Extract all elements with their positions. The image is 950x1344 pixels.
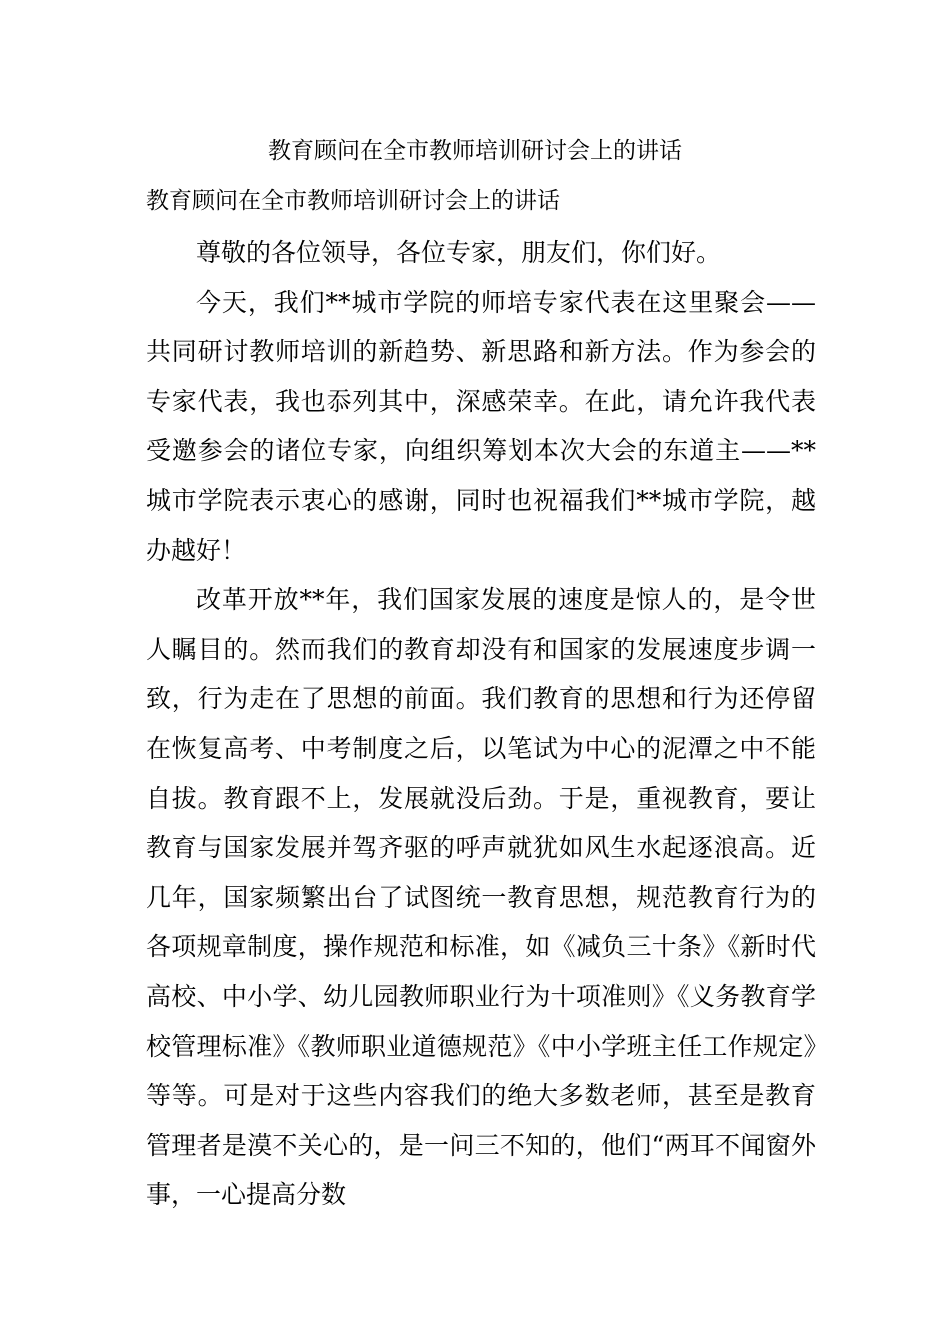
paragraph-greeting: 尊敬的各位领导，各位专家，朋友们，你们好。 [196,238,722,267]
paragraph-reform: 改革开放**年，我们国家发展的速度是惊人的，是令世人瞩目的。然而我们的教育却没有和国家的发展速度步调一致，行为走在了思想的前面。我们教育的思想和行为还停留在恢复高考、中考制度之后，以笔试为中心的泥潭之中不能自拔。教育跟不上，发展就没后劲。于是，重视教育，要让教育与国家发展并驾齐驱的呼声就犹如风生水起逐浪高。近几年，国家频繁出台了试图统一教育思想，规范教育行为的各项规章制度，操作规范和标准，如《减负三十条》《新时代高校、中小学、幼儿园教师职业行为十项准则》《义务教育学校管理标准》《教师职业道德规范》《中小学班主任工作规定》等等。可是对于这些内容我们的绝大多数老师，甚至是教育管理者是漠不关心的，是一问三不知的，他们“两耳不闻窗外事，一心提高分数 [146,585,816,1210]
document-title: 教育顾问在全市教师培训研讨会上的讲话 [268,138,682,164]
paragraph-opening: 今天，我们**城市学院的师培专家代表在这里聚会——共同研讨教师培训的新趋势、新思路和新方法。作为参会的专家代表，我也忝列其中，深感荣幸。在此，请允许我代表受邀参会的诸位专家，向组织筹划本次大会的东道主——**城市学院表示衷心的感谢，同时也祝福我们**城市学院，越办越好！ [146,287,816,565]
document-body [146,228,816,1220]
document-subtitle: 教育顾问在全市教师培训研讨会上的讲话 [146,188,560,214]
